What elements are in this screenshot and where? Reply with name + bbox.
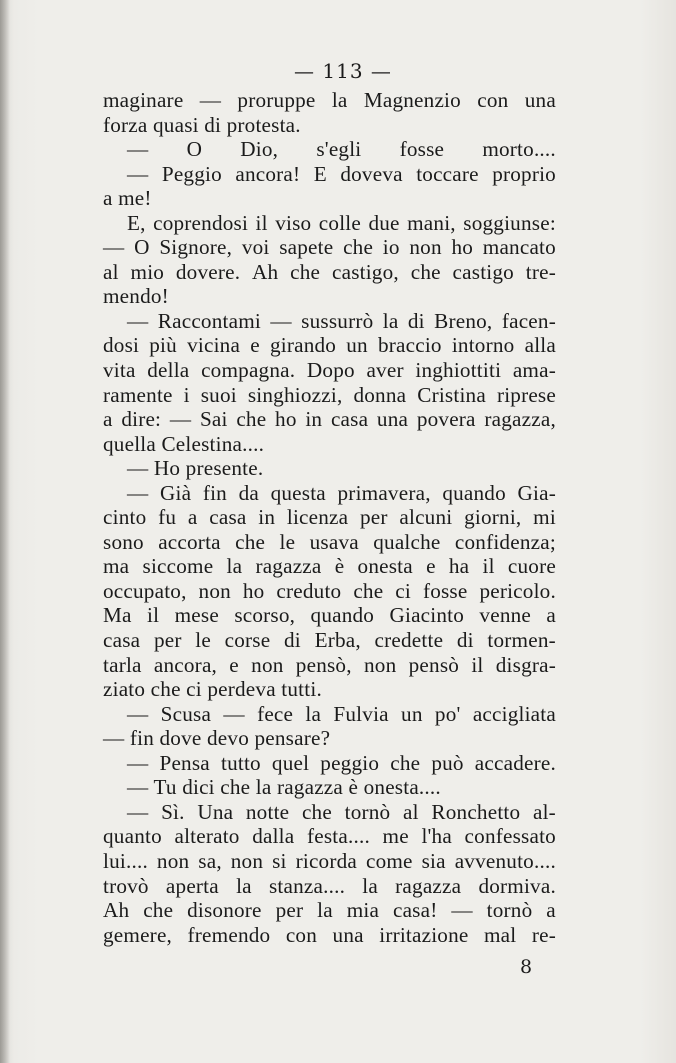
text-line: trovò aperta la stanza.... la ragazza dormiva. <box>103 873 556 898</box>
body-text <box>103 88 556 947</box>
text-line: forza quasi di protesta. <box>103 112 301 137</box>
page-binding-shadow <box>0 0 10 1063</box>
text-line: ziato che ci perdeva tutti. <box>103 677 322 702</box>
text-line: maginare — proruppe la Magnenzio con una <box>103 88 556 112</box>
text-line: a dire: — Sai che ho in casa una povera ragazza, <box>103 407 556 432</box>
text-line: — O Dio, s'egli fosse morto.... <box>127 137 556 162</box>
text-line: — Peggio ancora! E doveva toccare proprio <box>127 161 556 186</box>
text-line: — Sì. Una notte che tornò al Ronchetto al- <box>127 799 556 824</box>
text-line: sono accorta che le usava qualche confidenza; <box>103 529 556 554</box>
text-line: — fin dove devo pensare? <box>103 726 331 751</box>
signature-mark: 8 <box>520 956 533 978</box>
text-line: — Ho presente. <box>127 456 264 481</box>
text-line: occupato, non ho creduto che ci fosse pericolo. <box>103 578 556 603</box>
text-line: ma siccome la ragazza è onesta e ha il cuore <box>103 554 556 579</box>
text-line: cinto fu a casa in licenza per alcuni giorni, mi <box>103 505 556 530</box>
text-line: quanto alterato dalla festa.... me l'ha confessato <box>103 824 556 849</box>
text-line: E, coprendosi il viso colle due mani, soggiunse: <box>127 210 556 235</box>
text-line: tarla ancora, e non pensò, non pensò il disgra- <box>103 652 556 677</box>
text-line: — Scusa — fece la Fulvia un po' accigliata <box>127 701 556 726</box>
text-line: mendo! <box>103 284 169 309</box>
page-number: — 113 — <box>294 59 392 83</box>
text-line: vita della compagna. Dopo aver inghiottiti ama- <box>103 358 556 383</box>
text-line: Ma il mese scorso, quando Giacinto venne a <box>103 603 556 628</box>
text-line: lui.... non sa, non si ricorda come sia avvenuto.... <box>103 848 556 873</box>
text-line: ramente i suoi singhiozzi, donna Cristina riprese <box>103 382 556 407</box>
text-line: casa per le corse di Erba, credette di tormen- <box>103 628 556 653</box>
text-line: al mio dovere. Ah che castigo, che castigo tre- <box>103 259 556 284</box>
text-line: dosi più vicina e girando un braccio intorno alla <box>103 333 556 358</box>
text-line: Ah che disonore per la mia casa! — tornò a <box>103 898 556 923</box>
text-line: — O Signore, voi sapete che io non ho mancato <box>103 235 556 260</box>
text-line: — Pensa tutto quel peggio che può accadere. <box>127 750 556 775</box>
text-line: — Già fin da questa primavera, quando Gia- <box>127 480 556 505</box>
text-line: gemere, fremendo con una irritazione mal re- <box>103 922 556 947</box>
text-line: a me! <box>103 186 152 211</box>
text-line: — Tu dici che la ragazza è onesta.... <box>127 775 441 800</box>
text-line: quella Celestina.... <box>103 431 265 456</box>
text-line: — Raccontami — sussurrò la di Breno, facen- <box>127 308 556 333</box>
